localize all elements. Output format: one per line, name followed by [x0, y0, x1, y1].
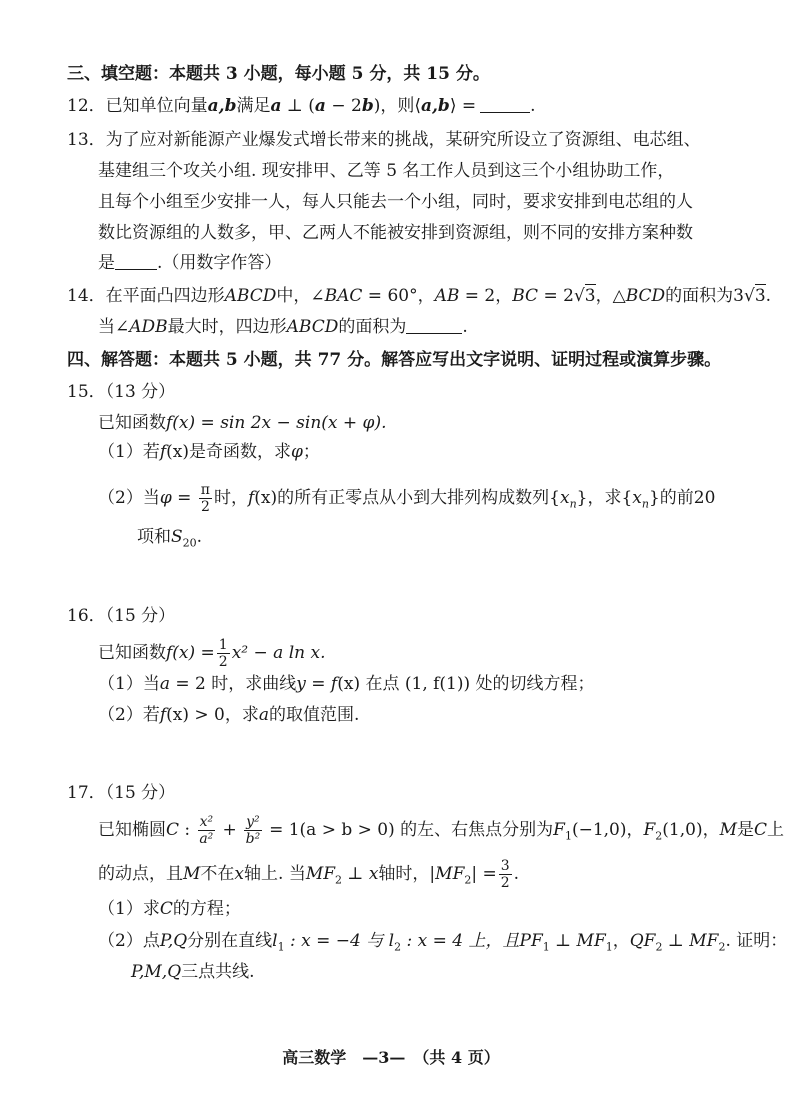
q15-xn: x [559, 488, 570, 508]
q17-mf2-sub: 2 [464, 873, 472, 887]
fraction-denominator: a² [199, 831, 214, 847]
q15-text: = [171, 488, 197, 508]
q15-text: 时， [214, 488, 248, 508]
q12-text: − 2 [325, 96, 362, 116]
q17-text: 的方程； [172, 899, 241, 919]
q17-text: ⊥ [342, 864, 369, 884]
q16-formula: x² − a ln x. [231, 643, 326, 663]
q17-pf1-sub: 1 [542, 940, 550, 954]
sqrt-symbol: √ [573, 286, 585, 306]
q17-text: + [217, 820, 243, 840]
q15-text: 项和 [137, 527, 171, 547]
q17-l1-sub: 1 [277, 940, 285, 954]
q17-qf2-sub: 2 [655, 940, 663, 954]
q17-text: 是 [737, 820, 755, 840]
q14-bcd: BCD [625, 286, 666, 306]
q14-ab: AB [434, 286, 460, 306]
q17-text: 不在 [200, 864, 235, 884]
q12-text: )，则 [373, 96, 415, 116]
q14-text: . [462, 317, 468, 337]
q17-c: C [159, 899, 173, 919]
q17-l2-sub: 2 [394, 940, 402, 954]
q15-s: S [171, 527, 183, 547]
q12-vector-a: a [314, 96, 326, 116]
q15-text: (x)是奇函数，求 [166, 442, 291, 462]
question-15-part-1 [98, 440, 320, 464]
q14-number: 14． [67, 286, 106, 306]
question-15-header: 15．（13 分） [67, 382, 176, 402]
q17-mf2: MF [435, 864, 465, 884]
q17-f1: F [553, 820, 565, 840]
section-4-title: 四、解答题：本题共 5 小题，共 77 分。解答应写出文字说明、证明过程或演算步骤。 [67, 350, 722, 370]
q17-text: 分别在直线 [187, 931, 273, 951]
section-3-title: 三、填空题：本题共 3 小题，每小题 5 分，共 15 分。 [67, 64, 490, 84]
q14-bc: BC [512, 286, 539, 306]
q14-text: 中，∠ [276, 286, 325, 306]
q15-phi: φ [290, 442, 303, 462]
fraction-numerator: x² [199, 814, 214, 830]
question-16-part-1 [98, 672, 595, 696]
q17-text: . 证明： [725, 931, 787, 951]
q17-f2: F [643, 820, 656, 840]
q17-x: x [234, 864, 245, 884]
q12-text: ⟨ [414, 96, 421, 116]
fraction-numerator: y² [246, 814, 260, 830]
q16-formula: (x) = [172, 643, 215, 663]
question-12 [67, 94, 536, 118]
q15-f: f [166, 413, 173, 433]
q17-text: 轴上. 当 [244, 864, 306, 884]
sqrt-radicand: 3 [754, 286, 766, 306]
q12-number: 12． [67, 96, 106, 116]
q13-text: 为了应对新能源产业爆发式增长带来的挑战，某研究所设立了资源组、电芯组、 [105, 130, 701, 150]
fraction-pi-over-2 [199, 483, 212, 514]
q14-adb: ADB [129, 317, 168, 337]
q16-text: = 2 时，求曲线 [169, 674, 297, 694]
q15-formula: (x) = sin 2x − sin(x + φ). [172, 413, 387, 433]
question-16-intro [98, 633, 326, 673]
q17-c: C [166, 820, 180, 840]
q17-m: M [183, 864, 201, 884]
q17-text: 的动点，且 [98, 864, 183, 884]
q15-text: ； [302, 442, 320, 462]
q12-vector-b: b [361, 96, 374, 116]
sqrt-radicand: 3 [584, 286, 596, 306]
q17-mf2-sub: 2 [718, 940, 726, 954]
q13-text: .（用数字作答） [157, 253, 282, 273]
q17-text: 轴时，| [378, 864, 436, 884]
q15-text: (x)的所有正零点从小到大排列构成数列{ [254, 488, 560, 508]
q17-text: (−1,0)， [571, 820, 644, 840]
q12-end: . [530, 96, 536, 116]
fraction-denominator: 2 [500, 875, 510, 891]
q15-text: . [196, 527, 203, 547]
sqrt-symbol: √ [743, 286, 755, 306]
question-17-line-2 [98, 852, 519, 896]
q16-text: (x) > 0，求 [166, 705, 259, 725]
q14-text: 当∠ [98, 317, 130, 337]
question-13-line-1 [67, 128, 701, 152]
answer-blank [406, 316, 462, 334]
fraction-x2-over-a2 [198, 815, 216, 846]
question-17-intro [98, 808, 784, 852]
q14-abcd: ABCD [224, 286, 277, 306]
q17-text: | = [471, 864, 497, 884]
q13-text: 是 [98, 253, 115, 273]
fraction-denominator: 2 [200, 499, 210, 515]
q17-f1-sub: 1 [564, 829, 572, 843]
question-13-line-4: 数比资源组的人数多，甲、乙两人不能被安排到资源组，则不同的安排方案种数 [98, 223, 693, 243]
q17-mf1: MF [576, 931, 606, 951]
q17-text: : [179, 820, 196, 840]
question-15-part-2-cont [137, 525, 202, 549]
page-footer: 高三数学 —3— （共 4 页） [282, 1048, 500, 1067]
q17-f2-sub: 2 [655, 829, 663, 843]
fraction-three-halves [499, 859, 512, 890]
q14-text: = 2， [459, 286, 513, 306]
q17-pq: P,Q [159, 931, 188, 951]
q17-mf1-sub: 1 [605, 940, 613, 954]
q17-line-eq: : x = −4 与 [284, 931, 389, 951]
q17-text: ⊥ [662, 931, 690, 951]
q16-text: （1）当 [98, 674, 160, 694]
q17-text: 三点共线. [181, 962, 255, 982]
q14-text: = 60°， [362, 286, 435, 306]
q15-f: f [248, 488, 255, 508]
q15-xn-sub: n [641, 497, 649, 511]
q17-mf2-sub: 2 [335, 873, 343, 887]
q17-pmq: P,M,Q [131, 962, 182, 982]
q15-xn: x [632, 488, 642, 508]
question-13-line-3: 且每个小组至少安排一人，每人只能去一个小组，同时，要求安排到电芯组的人 [98, 192, 693, 212]
q14-text: . [765, 286, 772, 306]
q17-l2: l [388, 931, 395, 951]
q16-f: f [159, 705, 167, 725]
q17-text: = 1(a > b > 0) 的左、右焦点分别为 [263, 820, 554, 840]
q12-text: ⊥ ( [281, 96, 315, 116]
q14-text: 在平面凸四边形 [105, 286, 225, 306]
fraction-denominator: b² [245, 831, 261, 847]
q17-text: 已知椭圆 [98, 820, 166, 840]
q17-text: 上 [767, 820, 785, 840]
q15-s-sub: 20 [182, 536, 197, 550]
q16-text: 的取值范围. [269, 705, 360, 725]
question-17-part-1 [98, 897, 241, 921]
q15-xn-sub: n [569, 497, 577, 511]
question-13-line-2: 基建组三个攻关小组. 现安排甲、乙等 5 名工作人员到这三个小组协助工作， [98, 161, 675, 181]
question-17-header: 17．（15 分） [67, 783, 176, 803]
fraction-denominator: 2 [218, 654, 228, 670]
fraction-numerator: 1 [218, 637, 228, 653]
q12-vector-a: a [270, 96, 282, 116]
q14-text: 的面积为3 [665, 286, 744, 306]
q14-abcd: ABCD [286, 317, 339, 337]
question-14-line-1 [67, 284, 771, 308]
q15-text: }，求{ [576, 488, 633, 508]
question-15-part-2 [98, 478, 715, 518]
q16-y: y [296, 674, 306, 694]
question-17-part-2 [98, 929, 787, 953]
q15-text: （1）若 [98, 442, 160, 462]
q17-pf1: PF [519, 931, 543, 951]
q16-a: a [159, 674, 170, 694]
q14-text: = 2 [538, 286, 574, 306]
q15-phi: φ [159, 488, 172, 508]
question-16-header: 16．（15 分） [67, 606, 176, 626]
question-17-part-2-cont [131, 960, 255, 984]
fraction-numerator: 3 [500, 858, 510, 874]
q15-f: f [159, 442, 167, 462]
fraction-one-half [217, 638, 230, 669]
q17-text: （1）求 [98, 899, 160, 919]
question-15-intro [98, 411, 387, 435]
q15-text: }的前20 [648, 488, 716, 508]
q15-text: 已知函数 [98, 413, 166, 433]
q16-text: = [305, 674, 331, 694]
q16-f: f [330, 674, 338, 694]
fraction-y2-over-b2 [244, 815, 262, 846]
q17-line-eq: : x = 4 上，且 [401, 931, 520, 951]
q16-a: a [258, 705, 269, 725]
q17-m: M [719, 820, 738, 840]
q17-x: x [368, 864, 379, 884]
answer-blank [480, 95, 530, 113]
q14-bac: BAC [324, 286, 363, 306]
q16-text: (x) 在点 (1, f(1)) 处的切线方程； [337, 674, 595, 694]
q12-text: ⟩ = [449, 96, 477, 116]
q16-f: f [166, 643, 173, 663]
question-14-line-2 [98, 315, 468, 339]
q17-text: (1,0)， [662, 820, 720, 840]
q12-text: 已知单位向量 [105, 96, 208, 116]
q14-text: 最大时，四边形 [167, 317, 287, 337]
q12-vectors: a,b [207, 96, 237, 116]
answer-blank [115, 252, 157, 270]
q17-qf2: QF [629, 931, 656, 951]
q14-text: 的面积为 [338, 317, 407, 337]
q13-number: 13． [67, 130, 106, 150]
q17-text: ， [612, 931, 630, 951]
q17-mf2: MF [305, 864, 336, 884]
q17-text: . [513, 864, 520, 884]
q17-text: ⊥ [549, 931, 577, 951]
q16-text: 已知函数 [98, 643, 166, 663]
q17-text: （2）点 [98, 931, 160, 951]
q12-vectors: a,b [420, 96, 450, 116]
question-13-line-5 [98, 251, 281, 275]
q17-l1: l [272, 931, 278, 951]
q15-text: （2）当 [98, 488, 160, 508]
q17-c: C [754, 820, 768, 840]
q14-text: ，△ [595, 286, 626, 306]
q17-mf2: MF [689, 931, 719, 951]
fraction-numerator: π [200, 482, 210, 498]
q12-text: 满足 [236, 96, 271, 116]
question-16-part-2 [98, 703, 359, 727]
q16-text: （2）若 [98, 705, 160, 725]
